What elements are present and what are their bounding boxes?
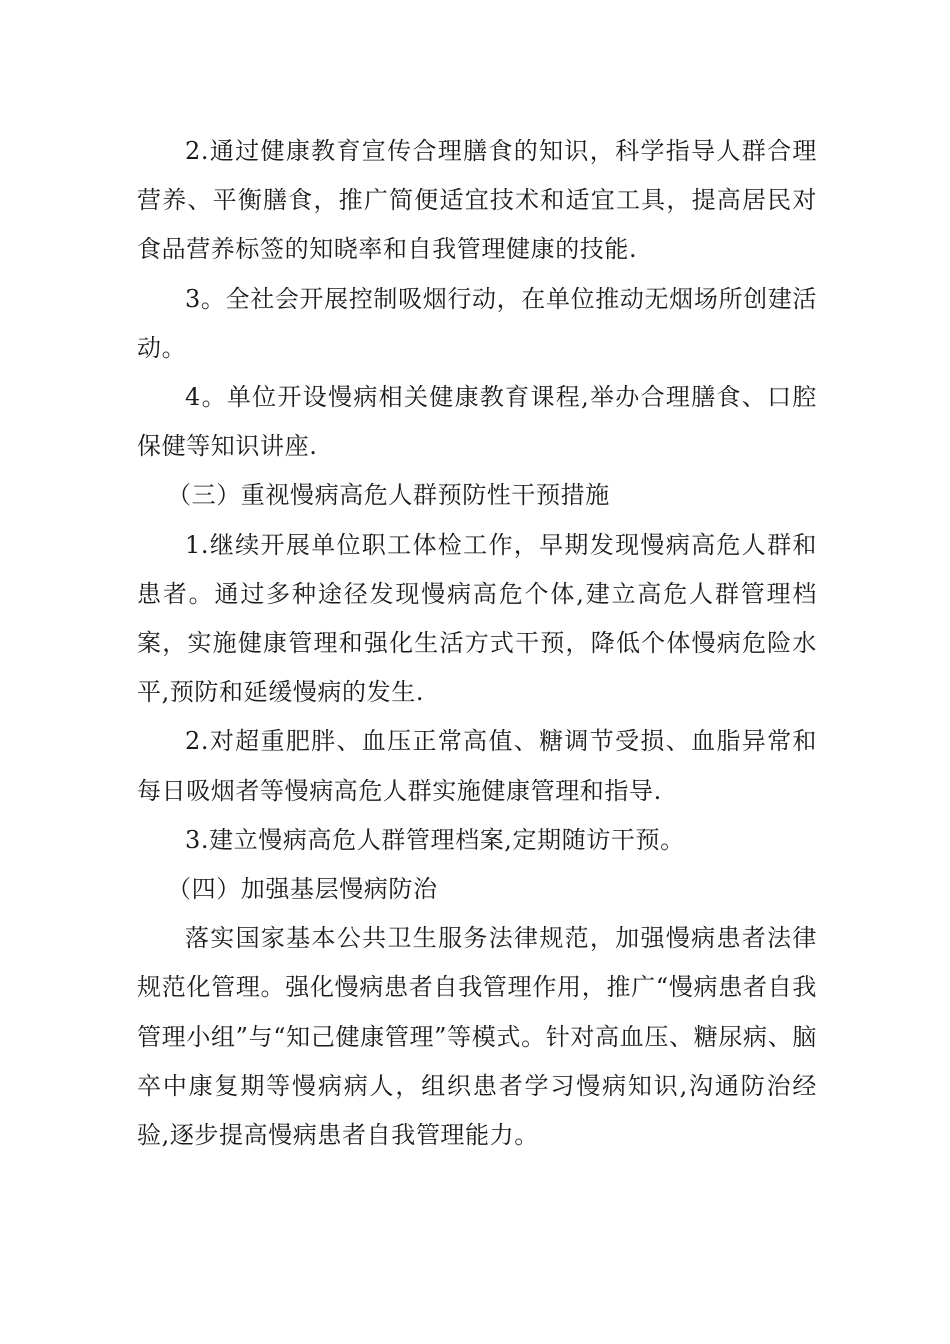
- paragraph-item-3-1: 1.继续开展单位职工体检工作，早期发现慢病高危人群和患者。通过多种途径发现慢病高危个体,建立高危人群管理档案，实施健康管理和强化生活方式干预，降低个体慢病危险水平,预防和延缓慢病的发生.: [137, 530, 817, 707]
- paragraph-item-3-3: 3.建立慢病高危人群管理档案,定期随访干预。: [185, 825, 685, 854]
- document-body: [137, 127, 817, 1160]
- section-heading-3: （三）重视慢病高危人群预防性干预措施: [167, 481, 610, 510]
- paragraph-item-2: 2.通过健康教育宣传合理膳食的知识，科学指导人群合理营养、平衡膳食，推广简便适宜技术和适宜工具，提高居民对食品营养标签的知晓率和自我管理健康的技能.: [137, 137, 817, 264]
- paragraph-section-4-body: 落实国家基本公共卫生服务法律规范，加强慢病患者法律规范化管理。强化慢病患者自我管理作用，推广“慢病患者自我管理小组”与“知己健康管理”等模式。针对高血压、糖尿病、脑卒中康复期等慢病病人，组织患者学习慢病知识,沟通防治经验,逐步提高慢病患者自我管理能力。: [137, 924, 817, 1150]
- section-heading-4: （四）加强基层慢病防治: [167, 875, 438, 904]
- paragraph-item-3: 3。全社会开展控制吸烟行动，在单位推动无烟场所创建活动。: [137, 284, 817, 362]
- paragraph-item-3-2: 2.对超重肥胖、血压正常高值、糖调节受损、血脂异常和每日吸烟者等慢病高危人群实施健康管理和指导.: [137, 727, 817, 805]
- paragraph-item-4: 4。单位开设慢病相关健康教育课程,举办合理膳食、口腔保健等知识讲座.: [137, 383, 817, 461]
